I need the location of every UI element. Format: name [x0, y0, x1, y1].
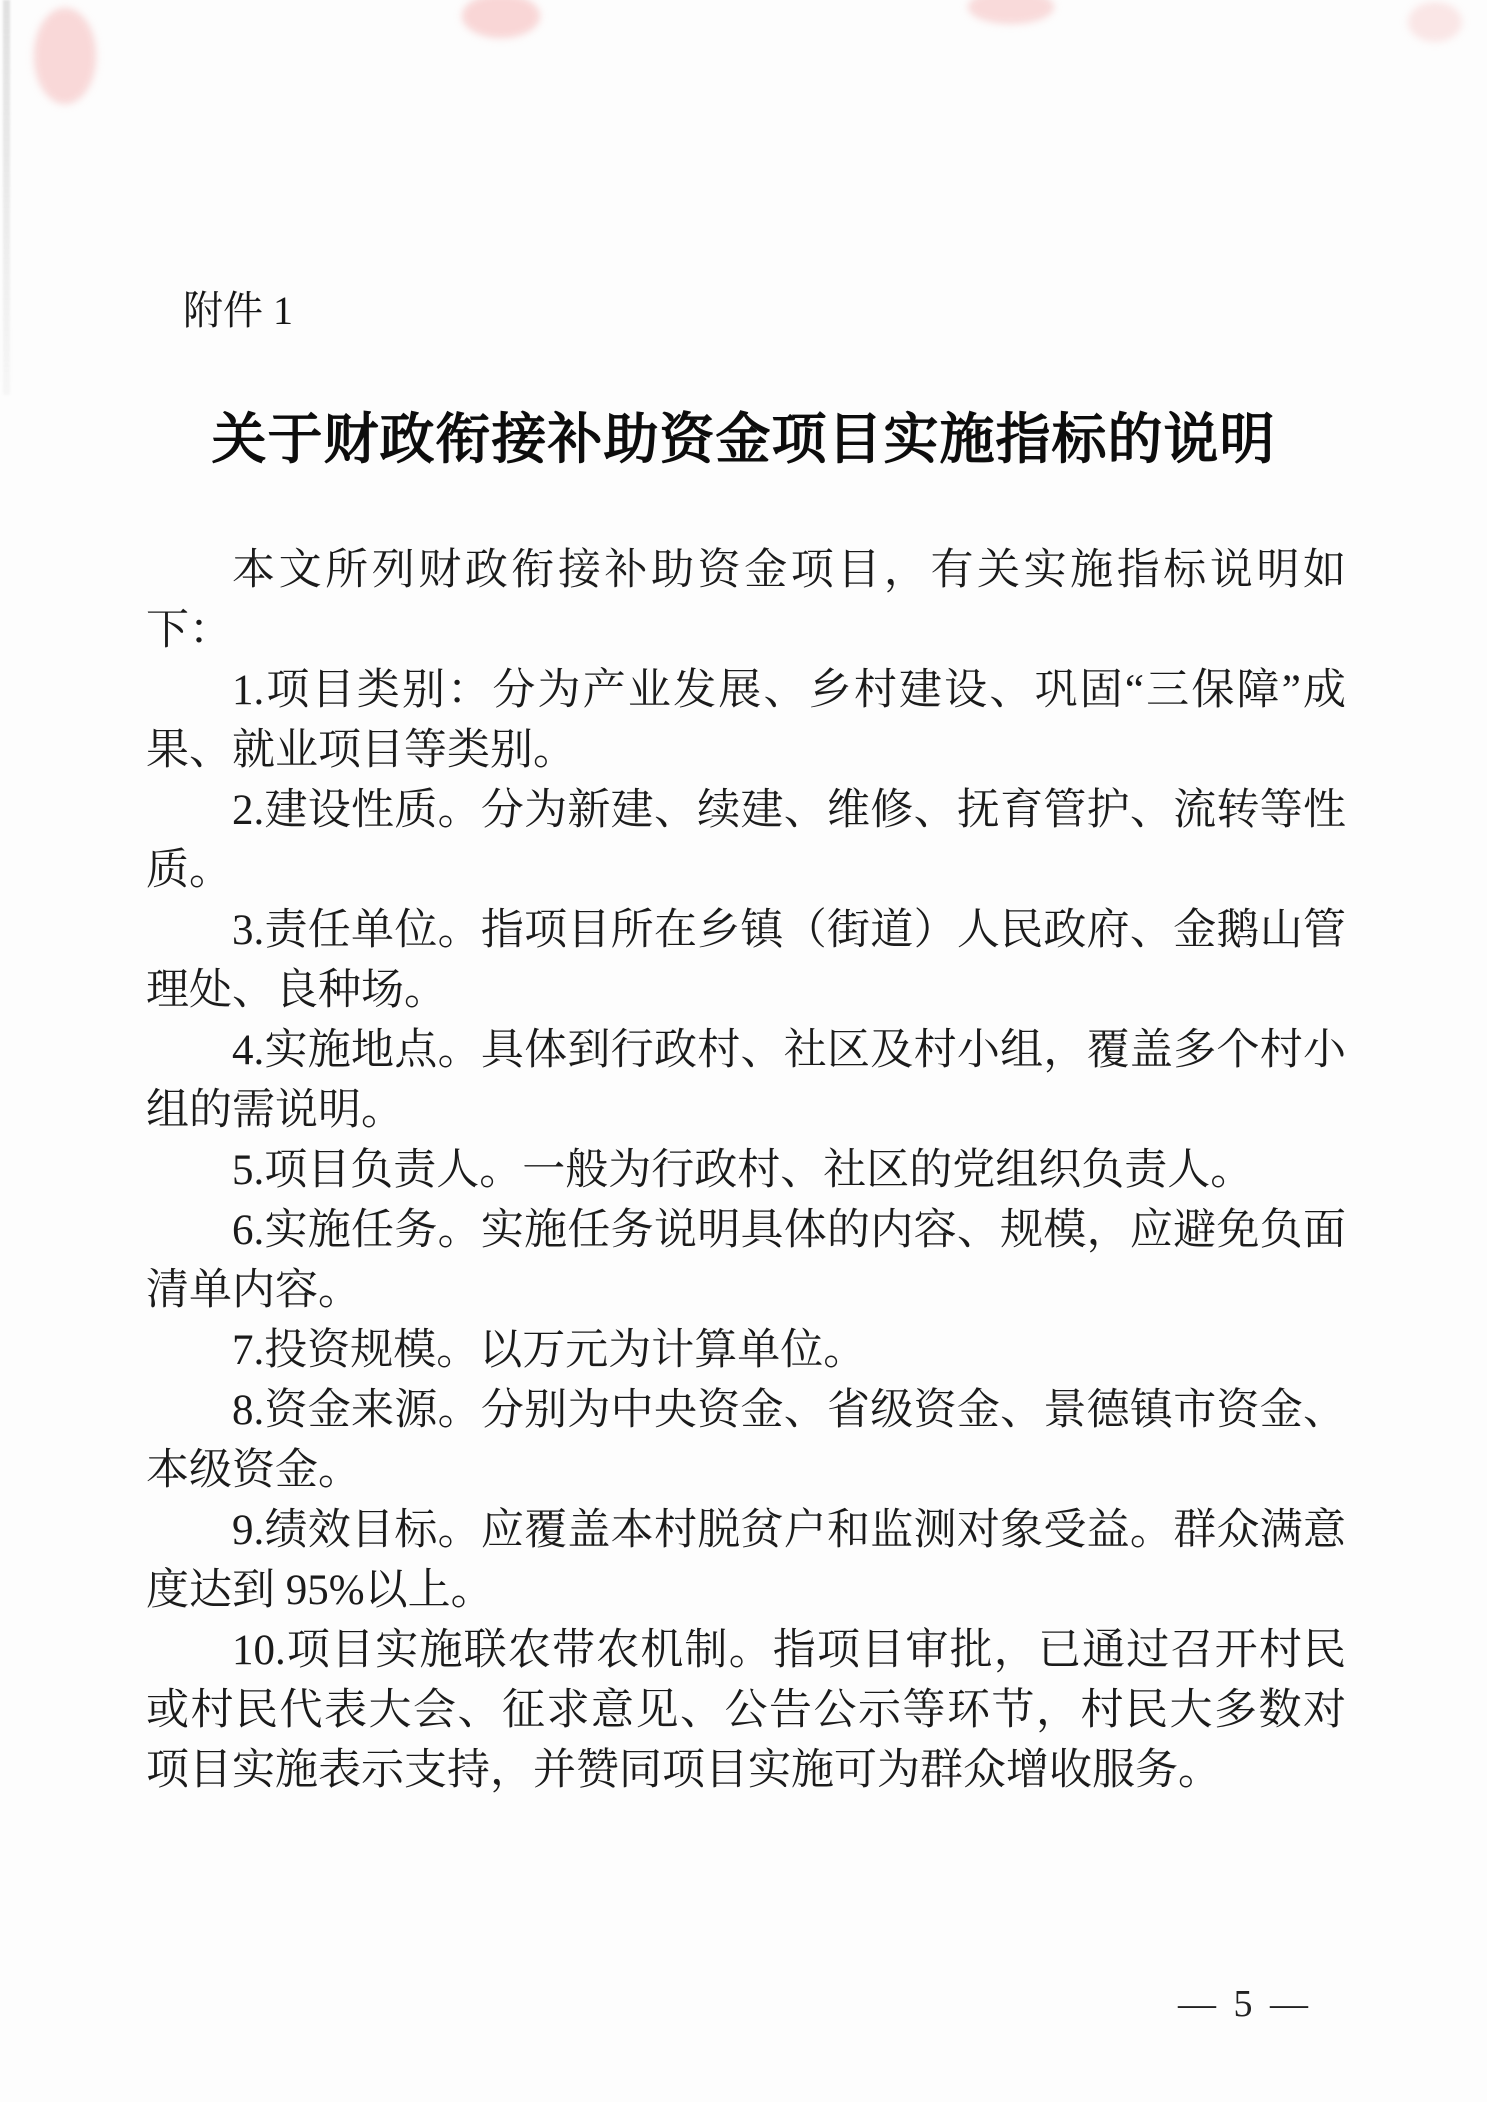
list-item-1: 1.项目类别：分为产业发展、乡村建设、巩固“三保障”成果、就业项目等类别。 [146, 667, 1346, 774]
scan-edge-streak [3, 0, 10, 395]
attachment-label: 附件 1 [183, 288, 293, 333]
list-item-10: 10.项目实施联农带农机制。指项目审批，已通过召开村民或村民代表大会、征求意见、公告公示等环节，村民大多数对项目实施表示支持，并赞同项目实施可为群众增收服务。 [146, 1627, 1346, 1794]
scan-artifact [462, 0, 540, 38]
intro-paragraph: 本文所列财政衔接补助资金项目，有关实施指标说明如下： [146, 547, 1346, 654]
page-number: — 5 — [1178, 1983, 1312, 2025]
document-body [146, 541, 1346, 1801]
list-item-5: 5.项目负责人。一般为行政村、社区的党组织负责人。 [232, 1147, 1254, 1194]
list-item-7: 7.投资规模。以万元为计算单位。 [232, 1327, 867, 1374]
document-title: 关于财政衔接补助资金项目实施指标的说明 [211, 408, 1276, 470]
list-item-6: 6.实施任务。实施任务说明具体的内容、规模，应避免负面清单内容。 [146, 1207, 1346, 1314]
list-item-4: 4.实施地点。具体到行政村、社区及村小组，覆盖多个村小组的需说明。 [146, 1027, 1346, 1134]
list-item-9: 9.绩效目标。应覆盖本村脱贫户和监测对象受益。群众满意度达到 95%以上。 [146, 1507, 1346, 1614]
list-item-3: 3.责任单位。指项目所在乡镇（街道）人民政府、金鹅山管理处、良种场。 [146, 907, 1346, 1014]
scan-artifact [968, 0, 1054, 24]
list-item-8: 8.资金来源。分别为中央资金、省级资金、景德镇市资金、本级资金。 [146, 1387, 1346, 1494]
scan-artifact [34, 8, 96, 104]
list-item-2: 2.建设性质。分为新建、续建、维修、抚育管护、流转等性质。 [146, 787, 1346, 894]
scan-artifact [1408, 2, 1462, 42]
